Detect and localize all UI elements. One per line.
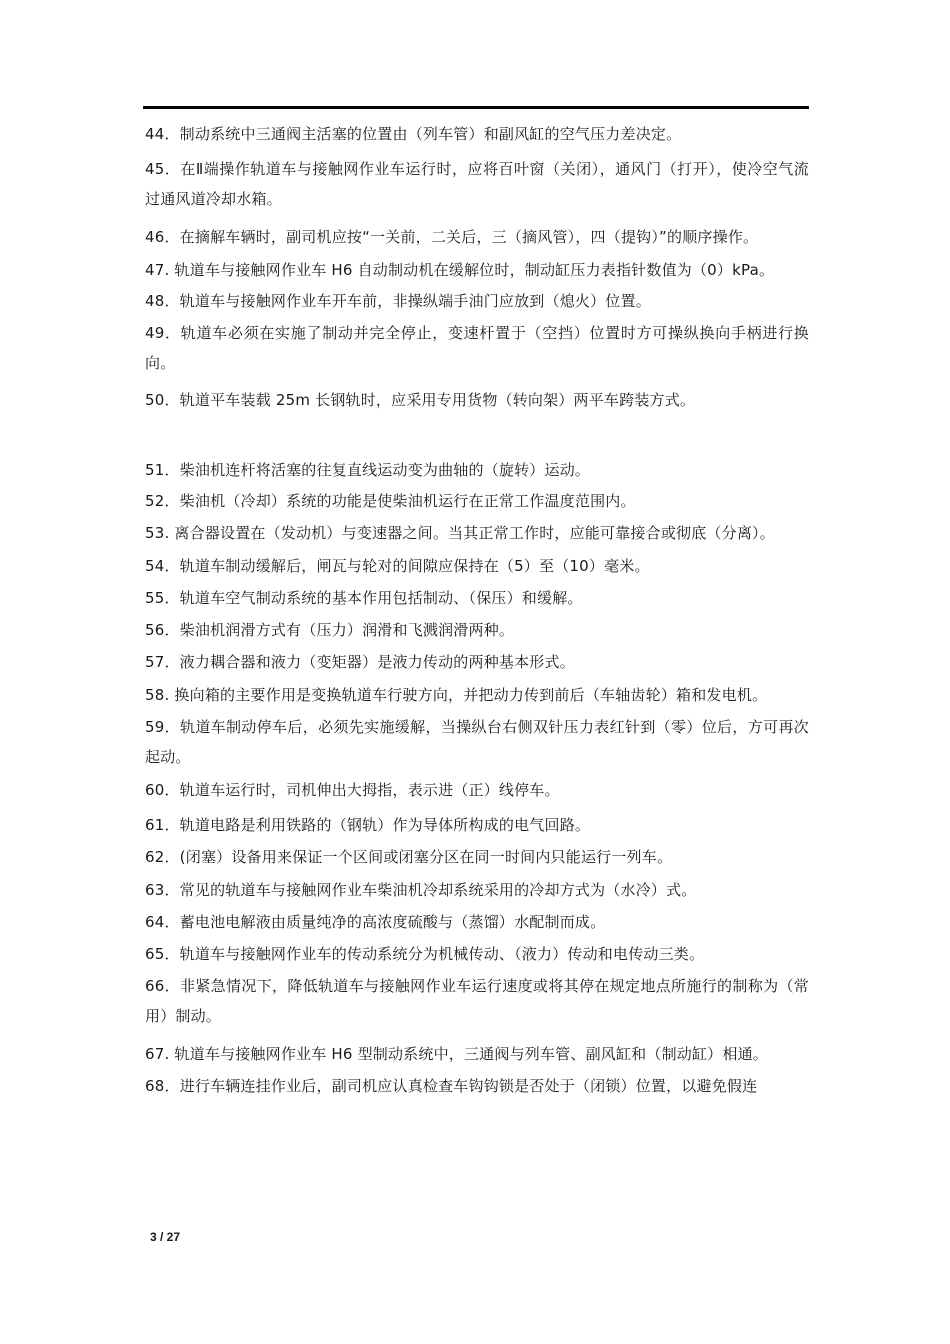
question-62: 62．(闭塞）设备用来保证一个区间或闭塞分区在同一时间内只能运行一列车。: [145, 848, 673, 866]
question-49: 49．轨道车必须在实施了制动并完全停止，变速杆置于（空挡）位置时方可操纵换向手柄进行换向。: [145, 324, 809, 372]
question-55: 55．轨道车空气制动系统的基本作用包括制动、（保压）和缓解。: [145, 589, 583, 607]
question-59: 59．轨道车制动停车后，必须先实施缓解，当操纵台右侧双针压力表红针到（零）位后，方可再次起动。: [145, 718, 809, 766]
question-63: 63．常见的轨道车与接触网作业车柴油机冷却系统采用的冷却方式为（水冷）式。: [145, 881, 697, 899]
question-52: 52．柴油机（冷却）系统的功能是使柴油机运行在正常工作温度范围内。: [145, 492, 636, 510]
header-rule: [143, 106, 809, 109]
question-61: 61．轨道电路是利用铁路的（钢轨）作为导体所构成的电气回路。: [145, 816, 591, 834]
question-45: 45．在Ⅱ端操作轨道车与接触网作业车运行时，应将百叶窗（关闭），通风门（打开），使冷空气流过通风道冷却水箱。: [145, 160, 809, 208]
question-47: 47. 轨道车与接触网作业车 H6 自动制动机在缓解位时，制动缸压力表指针数值为（0）kPa。: [145, 261, 775, 279]
question-64: 64．蓄电池电解液由质量纯净的高浓度硫酸与（蒸馏）水配制而成。: [145, 913, 606, 931]
question-50: 50．轨道平车装载 25m 长钢轨时，应采用专用货物（转向架）两平车跨装方式。: [145, 391, 696, 409]
question-48: 48．轨道车与接触网作业车开车前，非操纵端手油门应放到（熄火）位置。: [145, 292, 651, 310]
question-67: 67. 轨道车与接触网作业车 H6 型制动系统中，三通阀与列车管、副风缸和（制动缸）相通。: [145, 1045, 768, 1063]
question-56: 56．柴油机润滑方式有（压力）润滑和飞溅润滑两种。: [145, 621, 515, 639]
question-53: 53. 离合器设置在（发动机）与变速器之间。当其正常工作时，应能可靠接合或彻底（分离）。: [145, 524, 775, 542]
page-number: 3 / 27: [150, 1230, 181, 1244]
question-57: 57．液力耦合器和液力（变矩器）是液力传动的两种基本形式。: [145, 653, 575, 671]
question-46: 46．在摘解车辆时，副司机应按“一关前，二关后，三（摘风管），四（提钩）”的顺序操作。: [145, 228, 759, 246]
question-66: 66．非紧急情况下，降低轨道车与接触网作业车运行速度或将其停在规定地点所施行的制称为（常用）制动。: [145, 977, 809, 1025]
question-60: 60．轨道车运行时，司机伸出大拇指，表示进（正）线停车。: [145, 781, 560, 799]
question-54: 54．轨道车制动缓解后，闸瓦与轮对的间隙应保持在（5）至（10）毫米。: [145, 557, 650, 575]
question-44: 44．制动系统中三通阀主活塞的位置由（列车管）和副风缸的空气压力差决定。: [145, 125, 682, 143]
question-58: 58. 换向箱的主要作用是变换轨道车行驶方向，并把动力传到前后（车轴齿轮）箱和发电机。: [145, 686, 768, 704]
question-51: 51．柴油机连杆将活塞的往复直线运动变为曲轴的（旋转）运动。: [145, 461, 591, 479]
question-65: 65．轨道车与接触网作业车的传动系统分为机械传动、（液力）传动和电传动三类。: [145, 945, 705, 963]
question-68: 68．进行车辆连挂作业后，副司机应认真检查车钩钩锁是否处于（闭锁）位置，以避免假连: [145, 1077, 758, 1095]
